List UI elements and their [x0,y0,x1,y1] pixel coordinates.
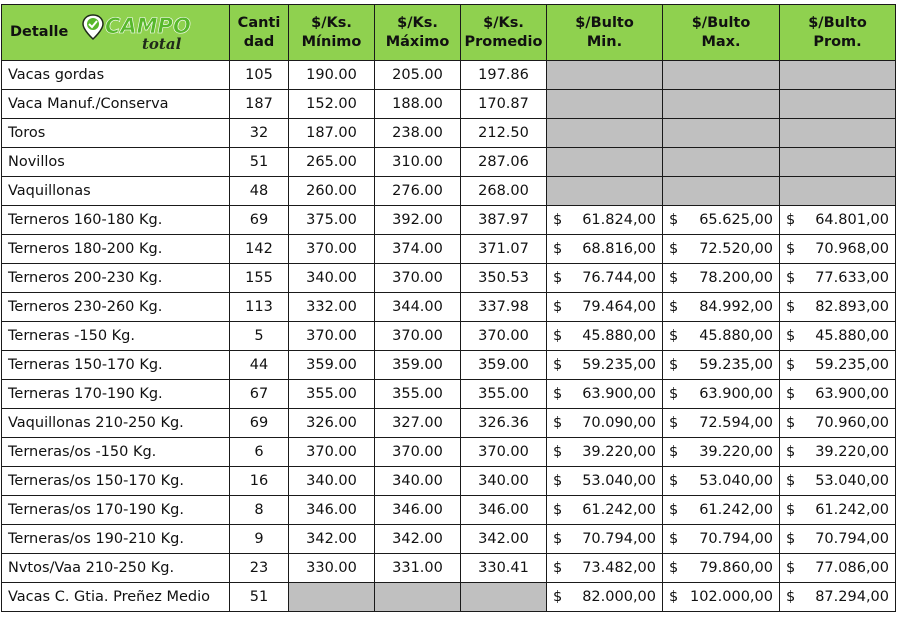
currency-symbol: $ [786,299,796,315]
currency-symbol: $ [669,589,679,605]
amount-value: 61.242,00 [582,502,656,518]
row-detalle: Nvtos/Vaa 210-250 Kg. [2,554,230,583]
amount-value: 63.900,00 [582,386,656,402]
currency-symbol: $ [553,589,563,605]
amount-value: 39.220,00 [699,444,773,460]
row-cantidad: 105 [230,61,289,90]
amount-value: 61.242,00 [699,502,773,518]
row-bulto-min [547,496,663,525]
row-bulto-prom [780,351,896,380]
row-bulto-min [547,351,663,380]
row-ks-minimo: 346.00 [289,496,375,525]
row-ks-minimo: 265.00 [289,148,375,177]
currency-symbol: $ [553,328,563,344]
campo-total-logo [82,11,198,55]
row-ks-promedio: 287.06 [461,148,547,177]
row-bulto-max [663,206,780,235]
currency-symbol: $ [669,502,679,518]
row-ks-promedio: 330.41 [461,554,547,583]
amount-value: 79.464,00 [582,299,656,315]
header-cantidad: Canti dad [230,5,289,61]
row-bulto-min [547,148,663,177]
row-cantidad: 155 [230,264,289,293]
amount-value: 70.090,00 [582,415,656,431]
row-detalle: Terneras/os 150-170 Kg. [2,467,230,496]
row-ks-promedio: 346.00 [461,496,547,525]
row-bulto-prom [780,235,896,264]
amount-value: 59.235,00 [582,357,656,373]
row-detalle: Novillos [2,148,230,177]
amount-value: 84.992,00 [699,299,773,315]
currency-symbol: $ [786,328,796,344]
row-bulto-max [663,409,780,438]
row-ks-promedio: 197.86 [461,61,547,90]
amount-value: 68.816,00 [582,241,656,257]
amount-value: 63.900,00 [699,386,773,402]
row-bulto-max [663,90,780,119]
amount-value: 87.294,00 [815,589,889,605]
row-detalle: Terneras 170-190 Kg. [2,380,230,409]
table-row [2,177,896,206]
row-bulto-max [663,525,780,554]
amount-value: 77.086,00 [815,560,889,576]
table-row [2,496,896,525]
table-row [2,90,896,119]
currency-symbol: $ [553,357,563,373]
row-ks-promedio: 340.00 [461,467,547,496]
row-cantidad: 23 [230,554,289,583]
header-row [2,5,896,61]
row-ks-maximo: 346.00 [375,496,461,525]
row-bulto-prom [780,61,896,90]
row-ks-minimo: 340.00 [289,467,375,496]
row-bulto-max [663,264,780,293]
row-detalle: Vaquillonas [2,177,230,206]
amount-value: 45.880,00 [699,328,773,344]
row-bulto-max [663,177,780,206]
row-cantidad: 48 [230,177,289,206]
amount-value: 82.000,00 [582,589,656,605]
currency-symbol: $ [786,531,796,547]
row-detalle: Terneras 150-170 Kg. [2,351,230,380]
table-row [2,525,896,554]
currency-symbol: $ [669,299,679,315]
row-bulto-prom [780,554,896,583]
row-bulto-min [547,177,663,206]
logo-campo-text: CAMPO [105,14,191,38]
row-bulto-min [547,467,663,496]
row-bulto-min [547,380,663,409]
amount-value: 39.220,00 [815,444,889,460]
row-bulto-max [663,293,780,322]
row-cantidad: 51 [230,583,289,612]
row-detalle: Toros [2,119,230,148]
row-bulto-max [663,438,780,467]
row-ks-maximo: 344.00 [375,293,461,322]
table-row [2,148,896,177]
row-bulto-prom [780,177,896,206]
row-cantidad: 67 [230,380,289,409]
row-ks-minimo: 340.00 [289,264,375,293]
row-ks-minimo: 370.00 [289,235,375,264]
table-row [2,351,896,380]
currency-symbol: $ [786,473,796,489]
row-cantidad: 142 [230,235,289,264]
row-bulto-min [547,90,663,119]
table-row [2,380,896,409]
currency-symbol: $ [786,212,796,228]
row-detalle: Terneras/os 190-210 Kg. [2,525,230,554]
amount-value: 63.900,00 [815,386,889,402]
row-bulto-prom [780,583,896,612]
table-row [2,409,896,438]
amount-value: 72.594,00 [699,415,773,431]
row-ks-maximo: 188.00 [375,90,461,119]
currency-symbol: $ [786,386,796,402]
table-row [2,583,896,612]
currency-symbol: $ [786,357,796,373]
currency-symbol: $ [786,589,796,605]
row-bulto-min [547,583,663,612]
amount-value: 39.220,00 [582,444,656,460]
row-cantidad: 6 [230,438,289,467]
row-ks-maximo [375,583,461,612]
row-ks-maximo: 374.00 [375,235,461,264]
amount-value: 53.040,00 [815,473,889,489]
row-ks-maximo: 370.00 [375,264,461,293]
currency-symbol: $ [669,328,679,344]
row-cantidad: 113 [230,293,289,322]
row-bulto-max [663,119,780,148]
row-detalle: Terneros 180-200 Kg. [2,235,230,264]
row-ks-minimo: 370.00 [289,322,375,351]
row-ks-promedio: 370.00 [461,322,547,351]
row-detalle: Vaca Manuf./Conserva [2,90,230,119]
amount-value: 70.960,00 [815,415,889,431]
row-bulto-min [547,264,663,293]
row-cantidad: 16 [230,467,289,496]
currency-symbol: $ [786,241,796,257]
row-ks-promedio: 268.00 [461,177,547,206]
amount-value: 59.235,00 [699,357,773,373]
row-ks-maximo: 355.00 [375,380,461,409]
amount-value: 70.794,00 [699,531,773,547]
currency-symbol: $ [669,357,679,373]
row-detalle: Terneras/os -150 Kg. [2,438,230,467]
table-row [2,438,896,467]
currency-symbol: $ [553,270,563,286]
amount-value: 77.633,00 [815,270,889,286]
row-bulto-prom [780,90,896,119]
currency-symbol: $ [669,444,679,460]
logo-total-text: total [142,35,182,53]
table-row [2,61,896,90]
row-ks-minimo: 187.00 [289,119,375,148]
currency-symbol: $ [553,241,563,257]
currency-symbol: $ [669,241,679,257]
table-row [2,293,896,322]
row-bulto-max [663,235,780,264]
currency-symbol: $ [553,212,563,228]
header-bulto-min: $/Bulto Min. [547,5,663,61]
currency-symbol: $ [669,415,679,431]
table-body [2,61,896,612]
table-row [2,322,896,351]
table-row [2,206,896,235]
row-ks-minimo: 330.00 [289,554,375,583]
row-ks-minimo [289,583,375,612]
row-detalle: Terneros 230-260 Kg. [2,293,230,322]
currency-symbol: $ [553,502,563,518]
row-bulto-max [663,496,780,525]
row-ks-minimo: 359.00 [289,351,375,380]
currency-symbol: $ [786,560,796,576]
row-bulto-min [547,554,663,583]
row-cantidad: 8 [230,496,289,525]
row-ks-promedio: 170.87 [461,90,547,119]
row-ks-minimo: 326.00 [289,409,375,438]
row-bulto-min [547,119,663,148]
currency-symbol: $ [669,560,679,576]
row-bulto-prom [780,496,896,525]
row-ks-promedio [461,583,547,612]
amount-value: 59.235,00 [815,357,889,373]
row-bulto-max [663,467,780,496]
row-bulto-prom [780,409,896,438]
row-bulto-max [663,322,780,351]
amount-value: 78.200,00 [699,270,773,286]
row-ks-promedio: 387.97 [461,206,547,235]
row-ks-promedio: 337.98 [461,293,547,322]
row-detalle: Terneras/os 170-190 Kg. [2,496,230,525]
row-bulto-min [547,525,663,554]
row-bulto-prom [780,380,896,409]
amount-value: 79.860,00 [699,560,773,576]
amount-value: 73.482,00 [582,560,656,576]
amount-value: 76.744,00 [582,270,656,286]
row-cantidad: 69 [230,409,289,438]
currency-symbol: $ [553,473,563,489]
currency-symbol: $ [786,415,796,431]
row-bulto-min [547,235,663,264]
amount-value: 70.968,00 [815,241,889,257]
row-detalle: Vacas gordas [2,61,230,90]
row-detalle: Terneros 200-230 Kg. [2,264,230,293]
currency-symbol: $ [669,531,679,547]
amount-value: 45.880,00 [815,328,889,344]
row-detalle: Vacas C. Gtia. Preñez Medio [2,583,230,612]
row-ks-promedio: 326.36 [461,409,547,438]
amount-value: 61.242,00 [815,502,889,518]
row-cantidad: 187 [230,90,289,119]
row-bulto-max [663,61,780,90]
row-bulto-min [547,438,663,467]
amount-value: 72.520,00 [699,241,773,257]
row-ks-maximo: 276.00 [375,177,461,206]
amount-value: 102.000,00 [689,589,773,605]
row-ks-maximo: 392.00 [375,206,461,235]
currency-symbol: $ [553,531,563,547]
header-detalle-label: Detalle [10,24,69,40]
row-ks-promedio: 370.00 [461,438,547,467]
amount-value: 53.040,00 [699,473,773,489]
row-ks-minimo: 342.00 [289,525,375,554]
row-cantidad: 32 [230,119,289,148]
row-cantidad: 5 [230,322,289,351]
row-ks-maximo: 327.00 [375,409,461,438]
row-bulto-prom [780,322,896,351]
row-cantidad: 69 [230,206,289,235]
amount-value: 64.801,00 [815,212,889,228]
row-bulto-max [663,148,780,177]
row-ks-maximo: 340.00 [375,467,461,496]
price-table [1,4,896,612]
row-bulto-prom [780,525,896,554]
row-detalle: Vaquillonas 210-250 Kg. [2,409,230,438]
header-detalle [2,5,230,61]
header-ks-minimo: $/Ks. Mínimo [289,5,375,61]
row-ks-maximo: 342.00 [375,525,461,554]
row-ks-promedio: 212.50 [461,119,547,148]
currency-symbol: $ [786,270,796,286]
currency-symbol: $ [553,560,563,576]
header-bulto-prom: $/Bulto Prom. [780,5,896,61]
table-row [2,119,896,148]
row-ks-minimo: 370.00 [289,438,375,467]
row-ks-maximo: 370.00 [375,438,461,467]
amount-value: 61.824,00 [582,212,656,228]
row-ks-minimo: 152.00 [289,90,375,119]
amount-value: 70.794,00 [815,531,889,547]
currency-symbol: $ [669,386,679,402]
row-ks-minimo: 332.00 [289,293,375,322]
amount-value: 70.794,00 [582,531,656,547]
currency-symbol: $ [669,270,679,286]
currency-symbol: $ [669,212,679,228]
row-ks-promedio: 355.00 [461,380,547,409]
row-ks-minimo: 355.00 [289,380,375,409]
row-ks-promedio: 371.07 [461,235,547,264]
row-ks-minimo: 190.00 [289,61,375,90]
row-bulto-max [663,351,780,380]
row-bulto-max [663,554,780,583]
row-ks-maximo: 238.00 [375,119,461,148]
row-bulto-prom [780,438,896,467]
header-ks-maximo: $/Ks. Máximo [375,5,461,61]
currency-symbol: $ [553,386,563,402]
row-ks-minimo: 375.00 [289,206,375,235]
row-bulto-prom [780,264,896,293]
row-bulto-min [547,409,663,438]
header-bulto-max: $/Bulto Max. [663,5,780,61]
row-ks-maximo: 359.00 [375,351,461,380]
currency-symbol: $ [553,299,563,315]
map-pin-icon [83,15,103,39]
table-row [2,467,896,496]
row-bulto-prom [780,206,896,235]
row-ks-promedio: 350.53 [461,264,547,293]
currency-symbol: $ [786,502,796,518]
row-ks-promedio: 342.00 [461,525,547,554]
row-ks-maximo: 331.00 [375,554,461,583]
row-cantidad: 9 [230,525,289,554]
amount-value: 82.893,00 [815,299,889,315]
table-row [2,235,896,264]
header-ks-promedio: $/Ks. Promedio [461,5,547,61]
amount-value: 53.040,00 [582,473,656,489]
currency-symbol: $ [553,444,563,460]
row-bulto-prom [780,467,896,496]
row-bulto-prom [780,293,896,322]
row-ks-maximo: 370.00 [375,322,461,351]
row-ks-minimo: 260.00 [289,177,375,206]
row-bulto-max [663,380,780,409]
row-ks-maximo: 205.00 [375,61,461,90]
currency-symbol: $ [669,473,679,489]
currency-symbol: $ [786,444,796,460]
currency-symbol: $ [553,415,563,431]
row-bulto-min [547,206,663,235]
row-bulto-min [547,293,663,322]
amount-value: 65.625,00 [699,212,773,228]
row-detalle: Terneros 160-180 Kg. [2,206,230,235]
row-cantidad: 51 [230,148,289,177]
row-bulto-min [547,322,663,351]
table-row [2,264,896,293]
amount-value: 45.880,00 [582,328,656,344]
row-bulto-min [547,61,663,90]
row-bulto-prom [780,119,896,148]
table-row [2,554,896,583]
row-detalle: Terneras -150 Kg. [2,322,230,351]
row-bulto-max [663,583,780,612]
row-bulto-prom [780,148,896,177]
row-ks-maximo: 310.00 [375,148,461,177]
row-cantidad: 44 [230,351,289,380]
row-ks-promedio: 359.00 [461,351,547,380]
